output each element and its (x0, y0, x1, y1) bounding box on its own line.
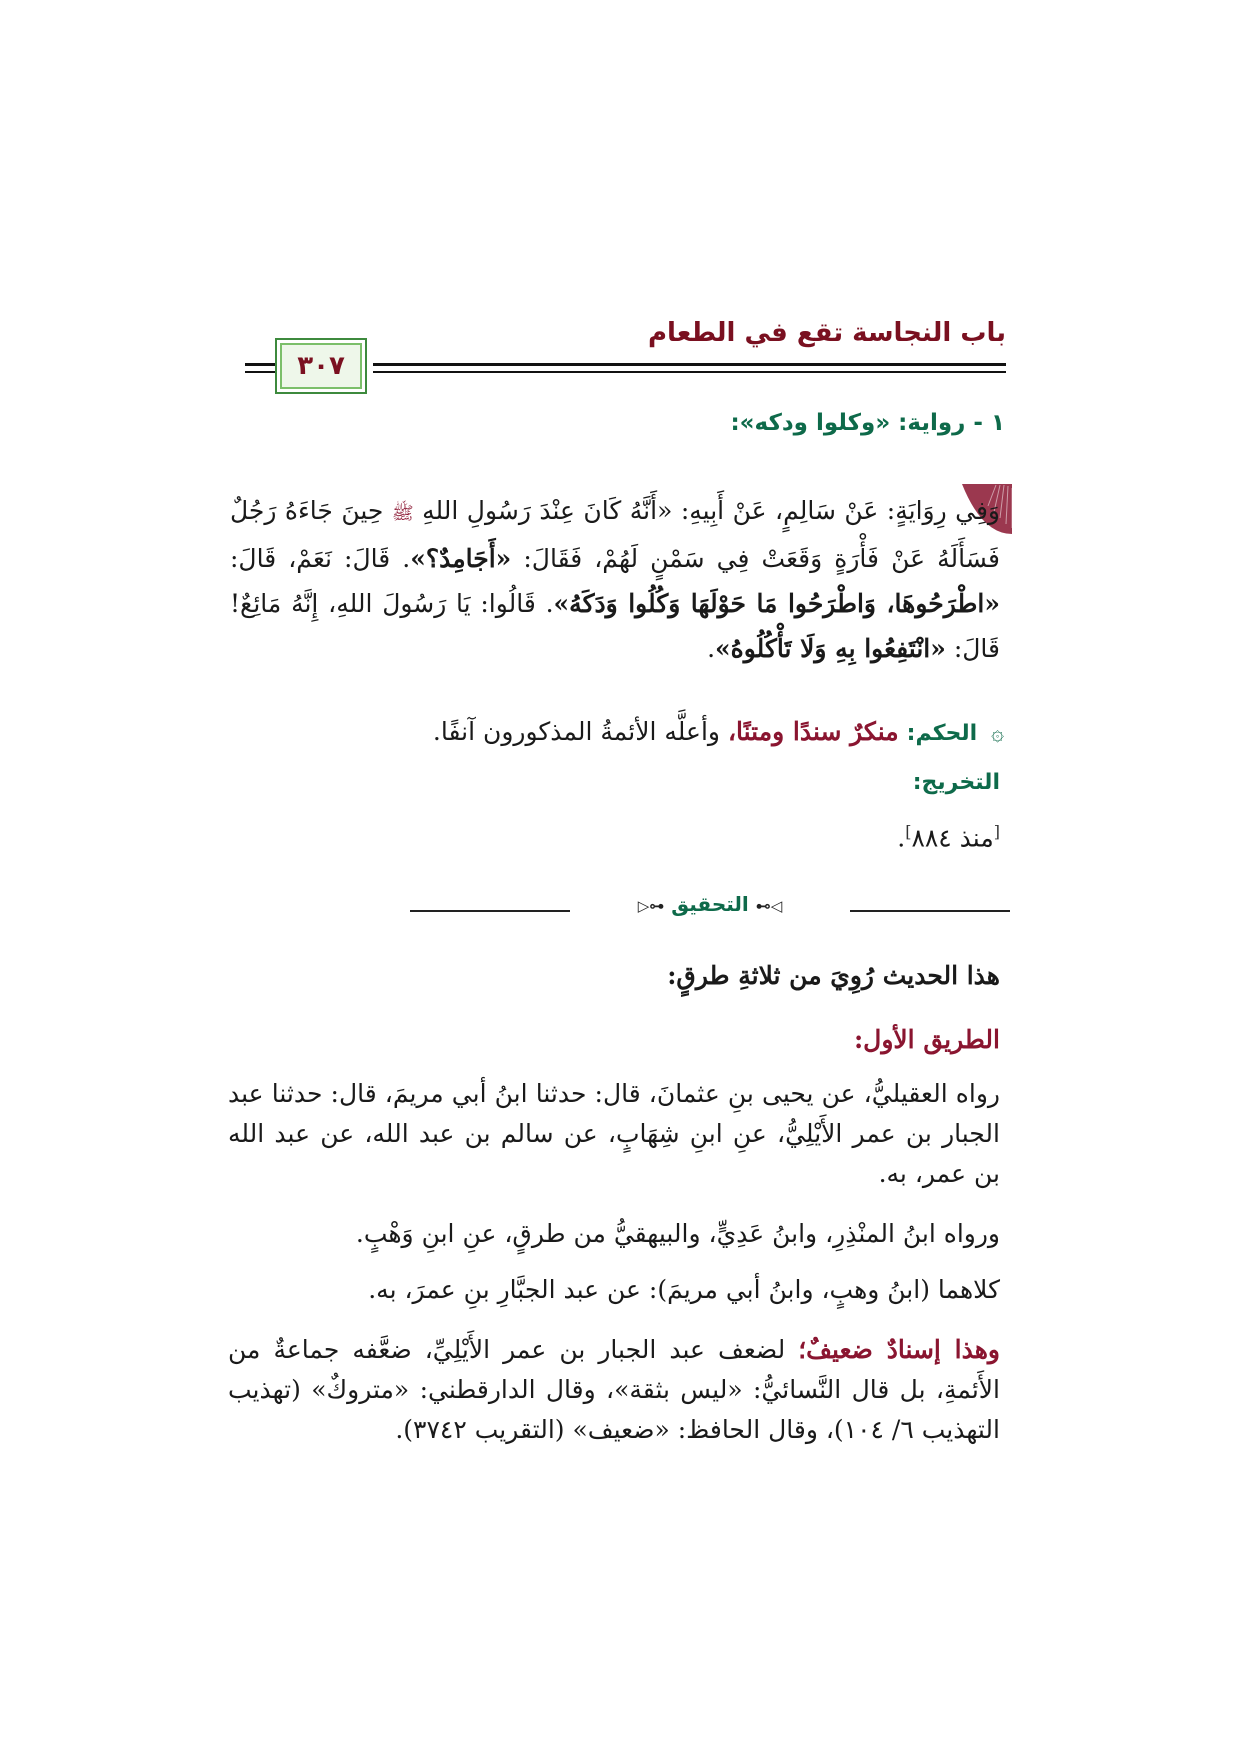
paths-intro: هذا الحديث رُوِيَ من ثلاثةِ طرقٍ: (667, 961, 1000, 990)
prophetic-quote: «أَجَامِدٌ؟» (410, 544, 512, 573)
page-number-badge (275, 338, 367, 394)
bracket-close: ] (905, 822, 912, 841)
page-header (245, 318, 1006, 393)
paragraph (228, 1074, 1000, 1194)
paragraph (228, 1270, 1000, 1310)
paragraph-text: لضعف عبد الجبار بن عمر الأَيْلِيِّ، ضعَّفه جماعةٌ من الأَئمةِ، بل قال النَّسائيُّ: «ليس بثقة»، وقال الدارقطني: «متروكٌ» (تهذيب التهذيب ٦/ ١٠٤)، وقال الحافظ: «ضعيف» (التقريب ٣٧٤٢). (228, 1335, 1000, 1444)
paragraph (228, 1330, 1000, 1450)
prophetic-quote: «اطْرَحُوهَا، وَاطْرَحُوا مَا حَوْلَهَا وَكُلُوا وَدَكَهُ» (553, 589, 1000, 618)
hadith-part: وَفِي رِوَايَةٍ: عَنْ سَالِمٍ، عَنْ أَبِيهِ: «أَنَّهُ كَانَ عِنْدَ رَسُولِ اللهِ (422, 496, 1001, 525)
header-rule (373, 363, 1006, 366)
ruling-text: وأعلَّه الأئمةُ المذكورون آنفًا. (432, 717, 720, 746)
divider-line (410, 910, 570, 912)
ruling-label: الحكم: (906, 721, 978, 746)
hadith-text (230, 488, 1000, 671)
hadith-part: . قَالُوا: يَا رَسُولَ اللهِ، إِنَّهُ مَائِعٌ! قَالَ: (230, 589, 1000, 663)
ruling-verdict: منكرٌ سندًا ومتنًا، (727, 717, 899, 746)
first-path-heading: الطريق الأول: (853, 1025, 1000, 1054)
takhrij-heading: التخريج: (912, 770, 1000, 795)
divider-title (570, 892, 850, 916)
paragraph-text: كلاهما (ابنُ وهبٍ، وابنُ أبي مريمَ): عن عبد الجبَّارِ بنِ عمرَ، به. (368, 1275, 1000, 1304)
hadith-part: . (707, 634, 716, 663)
paragraph-text: ورواه ابنُ المنْذِرِ، وابنُ عَدِيٍّ، والبيهقيُّ من طرقٍ، عنِ ابنِ وَهْبٍ. (355, 1219, 1000, 1248)
divider-ornament-icon: ◁⊶ (755, 897, 783, 915)
reference-end: . (897, 823, 906, 853)
hadith-part: . قَالَ: نَعَمْ، قَالَ: (230, 544, 411, 573)
ruling-line (224, 712, 1004, 754)
bracket-open: [ (993, 822, 1000, 841)
chapter-title: باب النجاسة تقع في الطعام (647, 318, 1006, 348)
isnad-verdict: وهذا إسنادٌ ضعيفٌ؛ (798, 1335, 1000, 1364)
divider-title-text: التحقيق (671, 892, 749, 916)
divider-ornament-icon: ⊷▷ (637, 897, 665, 915)
paragraph-text: رواه العقيليُّ، عن يحيى بنِ عثمانَ، قال: حدثنا ابنُ أبي مريمَ، قال: حدثنا عبد الجبار بن عمر الأَيْلِيُّ، عنِ ابنِ شِهَابٍ، عن سالم بن عبد الله، عن عبد الله بن عمر، به. (228, 1079, 1000, 1188)
section-heading: ١ - رواية: «وكلوا ودكه»: (730, 410, 1005, 436)
paragraph (228, 1214, 1000, 1254)
reference-text: منذ ٨٨٤ (911, 823, 994, 853)
takhrij-reference (897, 822, 1000, 852)
header-rule (373, 371, 1006, 373)
page-number: ٣٠٧ (297, 351, 345, 381)
section-divider (410, 892, 1010, 926)
prophetic-quote: «انْتَفِعُوا بِهِ وَلَا تَأْكُلُوهُ» (715, 634, 946, 663)
hadith-part: حِينَ جَاءَهُ رَجُلٌ فَسَأَلَهُ عَنْ فَأْرَةٍ وَقَعَتْ فِي سَمْنٍ لَهُمْ، فَقَالَ: (230, 496, 1000, 573)
salawat-glyph: ﷺ (391, 503, 414, 524)
ornament-icon: ۞ (991, 721, 1004, 746)
divider-line (850, 910, 1010, 912)
